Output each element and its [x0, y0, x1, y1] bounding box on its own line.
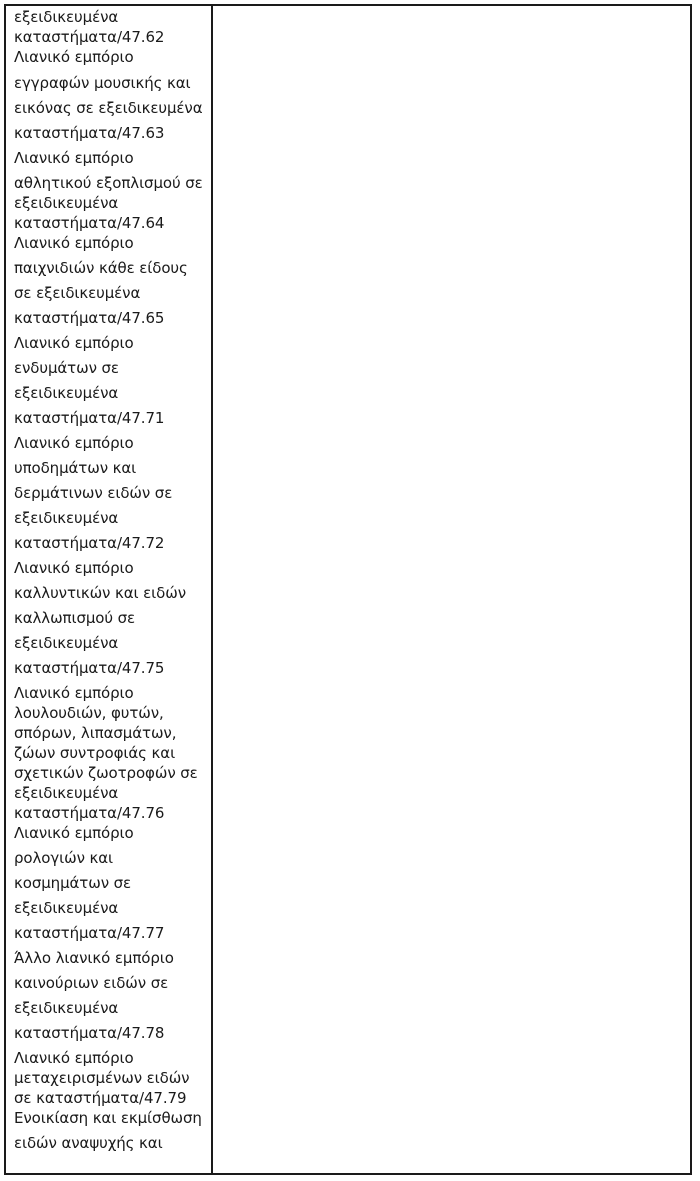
text-line: καταστήματα/47.65	[14, 309, 165, 327]
text-line: ενδυμάτων σε	[14, 359, 119, 377]
text-line: καταστήματα/47.78	[14, 1024, 165, 1042]
text-line: λουλουδιών, φυτών,	[14, 704, 164, 722]
text-line: καλλωπισμού σε	[14, 609, 136, 627]
text-line: σε καταστήματα/47.79	[14, 1089, 187, 1107]
text-line: εξειδικευμένα	[14, 634, 119, 652]
text-line: εξειδικευμένα	[14, 509, 119, 527]
text-line: κοσμημάτων σε	[14, 874, 132, 892]
text-line: Ενοικίαση και εκμίσθωση	[14, 1109, 202, 1127]
text-line: εξειδικευμένα	[14, 784, 119, 802]
text-line: Λιανικό εμπόριο	[14, 234, 134, 252]
text-line: μεταχειρισμένων ειδών	[14, 1069, 190, 1087]
table-cell-activities	[6, 6, 213, 1173]
table-cell-empty	[213, 6, 690, 1173]
document-table	[4, 4, 692, 1175]
text-line: ειδών αναψυχής και	[14, 1134, 163, 1152]
text-line: Λιανικό εμπόριο	[14, 334, 134, 352]
text-line: σχετικών ζωοτροφών σε	[14, 764, 198, 782]
text-line: αθλητικού εξοπλισμού σε	[14, 174, 203, 192]
text-line: εγγραφών μουσικής και	[14, 74, 191, 92]
text-line: Λιανικό εμπόριο	[14, 149, 134, 167]
text-line: Λιανικό εμπόριο	[14, 824, 134, 842]
text-line: καταστήματα/47.63	[14, 124, 165, 142]
text-line: Λιανικό εμπόριο	[14, 434, 134, 452]
text-line: υποδημάτων και	[14, 459, 137, 477]
text-line: καταστήματα/47.64	[14, 214, 165, 232]
text-line: Λιανικό εμπόριο	[14, 684, 134, 702]
text-line: Λιανικό εμπόριο	[14, 559, 134, 577]
text-line: εξειδικευμένα	[14, 194, 119, 212]
text-line: Άλλο λιανικό εμπόριο	[14, 949, 174, 967]
text-line: καταστήματα/47.76	[14, 804, 165, 822]
text-line: καλλυντικών και ειδών	[14, 584, 186, 602]
text-line: σπόρων, λιπασμάτων,	[14, 724, 177, 742]
text-line: ρολογιών και	[14, 849, 114, 867]
text-line: καινούριων ειδών σε	[14, 974, 169, 992]
text-line: παιχνιδιών κάθε είδους	[14, 259, 188, 277]
text-line: εξειδικευμένα	[14, 8, 119, 26]
text-line: Λιανικό εμπόριο	[14, 1049, 134, 1067]
text-line: Λιανικό εμπόριο	[14, 48, 134, 66]
text-line: καταστήματα/47.72	[14, 534, 165, 552]
text-line: καταστήματα/47.62	[14, 28, 165, 46]
text-line: εξειδικευμένα	[14, 899, 119, 917]
text-line: εικόνας σε εξειδικευμένα	[14, 99, 203, 117]
text-line: σε εξειδικευμένα	[14, 284, 141, 302]
text-line: δερμάτινων ειδών σε	[14, 484, 173, 502]
text-line: καταστήματα/47.71	[14, 409, 165, 427]
text-line: ζώων συντροφιάς και	[14, 744, 176, 762]
text-line: καταστήματα/47.77	[14, 924, 165, 942]
text-line: καταστήματα/47.75	[14, 659, 165, 677]
text-line: εξειδικευμένα	[14, 384, 119, 402]
text-line: εξειδικευμένα	[14, 999, 119, 1017]
